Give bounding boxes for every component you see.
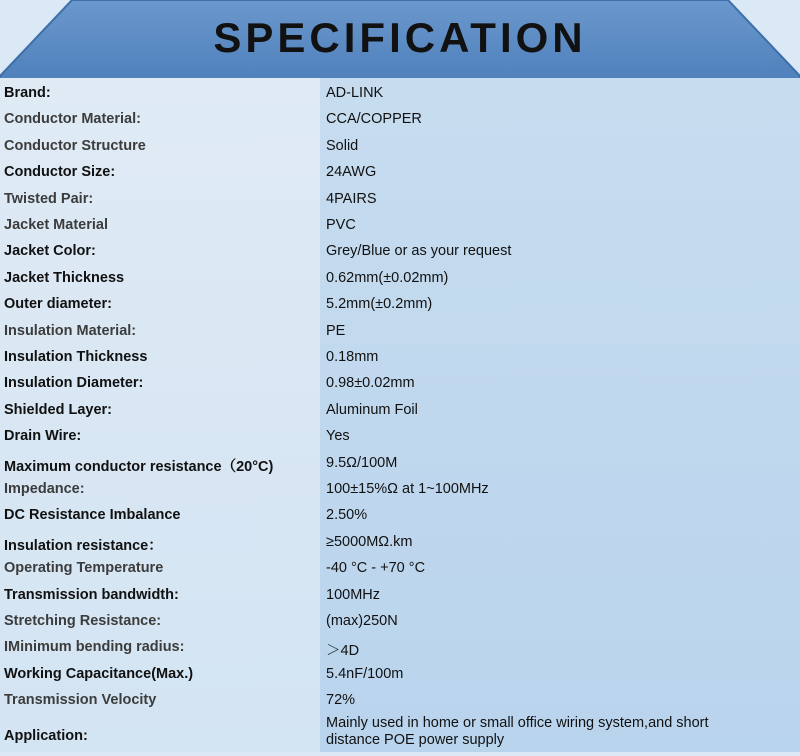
spec-label: Maximum conductor resistance（20°C) [4, 458, 274, 475]
spec-value: 0.18mm [326, 349, 379, 365]
page-title: SPECIFICATION [213, 14, 587, 61]
spec-value: Solid [326, 137, 359, 154]
spec-value: AD-LINK [326, 85, 384, 101]
spec-value: Aluminum Foil [326, 401, 418, 418]
spec-row [0, 584, 800, 610]
spec-row [0, 240, 800, 266]
spec-value: 5.2mm(±0.2mm) [326, 296, 433, 313]
spec-value: 72% [326, 692, 356, 709]
spec-label: Insulation Material: [4, 322, 137, 339]
spec-row [0, 372, 800, 398]
spec-value: PE [326, 322, 346, 339]
spec-row [0, 293, 800, 319]
spec-label: Application: [4, 727, 88, 744]
spec-label: Operating Temperature [4, 560, 164, 577]
spec-value: CCA/COPPER [326, 111, 422, 128]
spec-label: Conductor Size: [4, 164, 116, 181]
spec-label: Brand: [4, 85, 51, 101]
spec-value: 24AWG [326, 164, 377, 181]
spec-label: Insulation resistance： [4, 537, 163, 554]
spec-row [0, 531, 800, 557]
spec-row [0, 452, 800, 478]
spec-label: Jacket Material [4, 217, 108, 233]
spec-row [0, 636, 800, 662]
spec-label: Conductor Material: [4, 111, 141, 128]
spec-value: ≥5000MΩ.km [326, 533, 413, 550]
spec-value: -40 °C - +70 °C [326, 560, 426, 577]
spec-label: Jacket Color: [4, 243, 96, 260]
spec-label: Conductor Structure [4, 137, 146, 154]
spec-row [0, 320, 800, 346]
spec-row [0, 478, 800, 504]
spec-value: (max)250N [326, 613, 398, 629]
spec-label: Impedance: [4, 481, 85, 497]
spec-label: Working Capacitance(Max.) [4, 665, 194, 682]
spec-row [0, 161, 800, 187]
spec-row [0, 82, 800, 108]
spec-value: Yes [326, 428, 350, 445]
spec-row [0, 504, 800, 530]
spec-row [0, 214, 800, 240]
spec-label: Stretching Resistance: [4, 613, 162, 629]
spec-row [0, 425, 800, 451]
spec-value: Grey/Blue or as your request [326, 243, 512, 260]
spec-value: 100MHz [326, 586, 380, 603]
spec-label: Insulation Diameter: [4, 375, 144, 392]
spec-label: DC Resistance Imbalance [4, 507, 181, 524]
spec-table [0, 78, 800, 752]
spec-row [0, 399, 800, 425]
spec-label: Outer diameter: [4, 296, 112, 313]
spec-row [0, 689, 800, 715]
spec-value: 2.50% [326, 507, 368, 524]
spec-row [0, 663, 800, 689]
spec-value: 0.98±0.02mm [326, 375, 415, 392]
spec-row [0, 346, 800, 372]
spec-value: 9.5Ω/100M [326, 454, 398, 471]
spec-label: Transmission bandwidth: [4, 586, 179, 603]
spec-value: PVC [326, 217, 356, 233]
spec-value: 0.62mm(±0.02mm) [326, 269, 449, 286]
spec-label: Transmission Velocity [4, 692, 157, 709]
spec-value: 4PAIRS [326, 190, 377, 207]
spec-label: Twisted Pair: [4, 190, 94, 207]
spec-row [0, 188, 800, 214]
spec-label: Insulation Thickness [4, 349, 148, 365]
spec-label: Shielded Layer: [4, 401, 112, 418]
spec-row [0, 135, 800, 161]
spec-label: IMinimum bending radius: [4, 639, 185, 656]
spec-row [0, 716, 800, 756]
spec-row [0, 108, 800, 134]
spec-value: ＞4D [326, 643, 360, 660]
spec-label: Jacket Thickness [4, 269, 125, 286]
spec-row [0, 557, 800, 583]
spec-value: Mainly used in home or small office wiring system,and short distance POE power supply [326, 714, 709, 748]
spec-value: 100±15%Ω at 1~100MHz [326, 481, 489, 497]
spec-value: 5.4nF/100m [326, 665, 404, 682]
spec-label: Drain Wire: [4, 428, 82, 445]
spec-row [0, 267, 800, 293]
spec-row [0, 610, 800, 636]
